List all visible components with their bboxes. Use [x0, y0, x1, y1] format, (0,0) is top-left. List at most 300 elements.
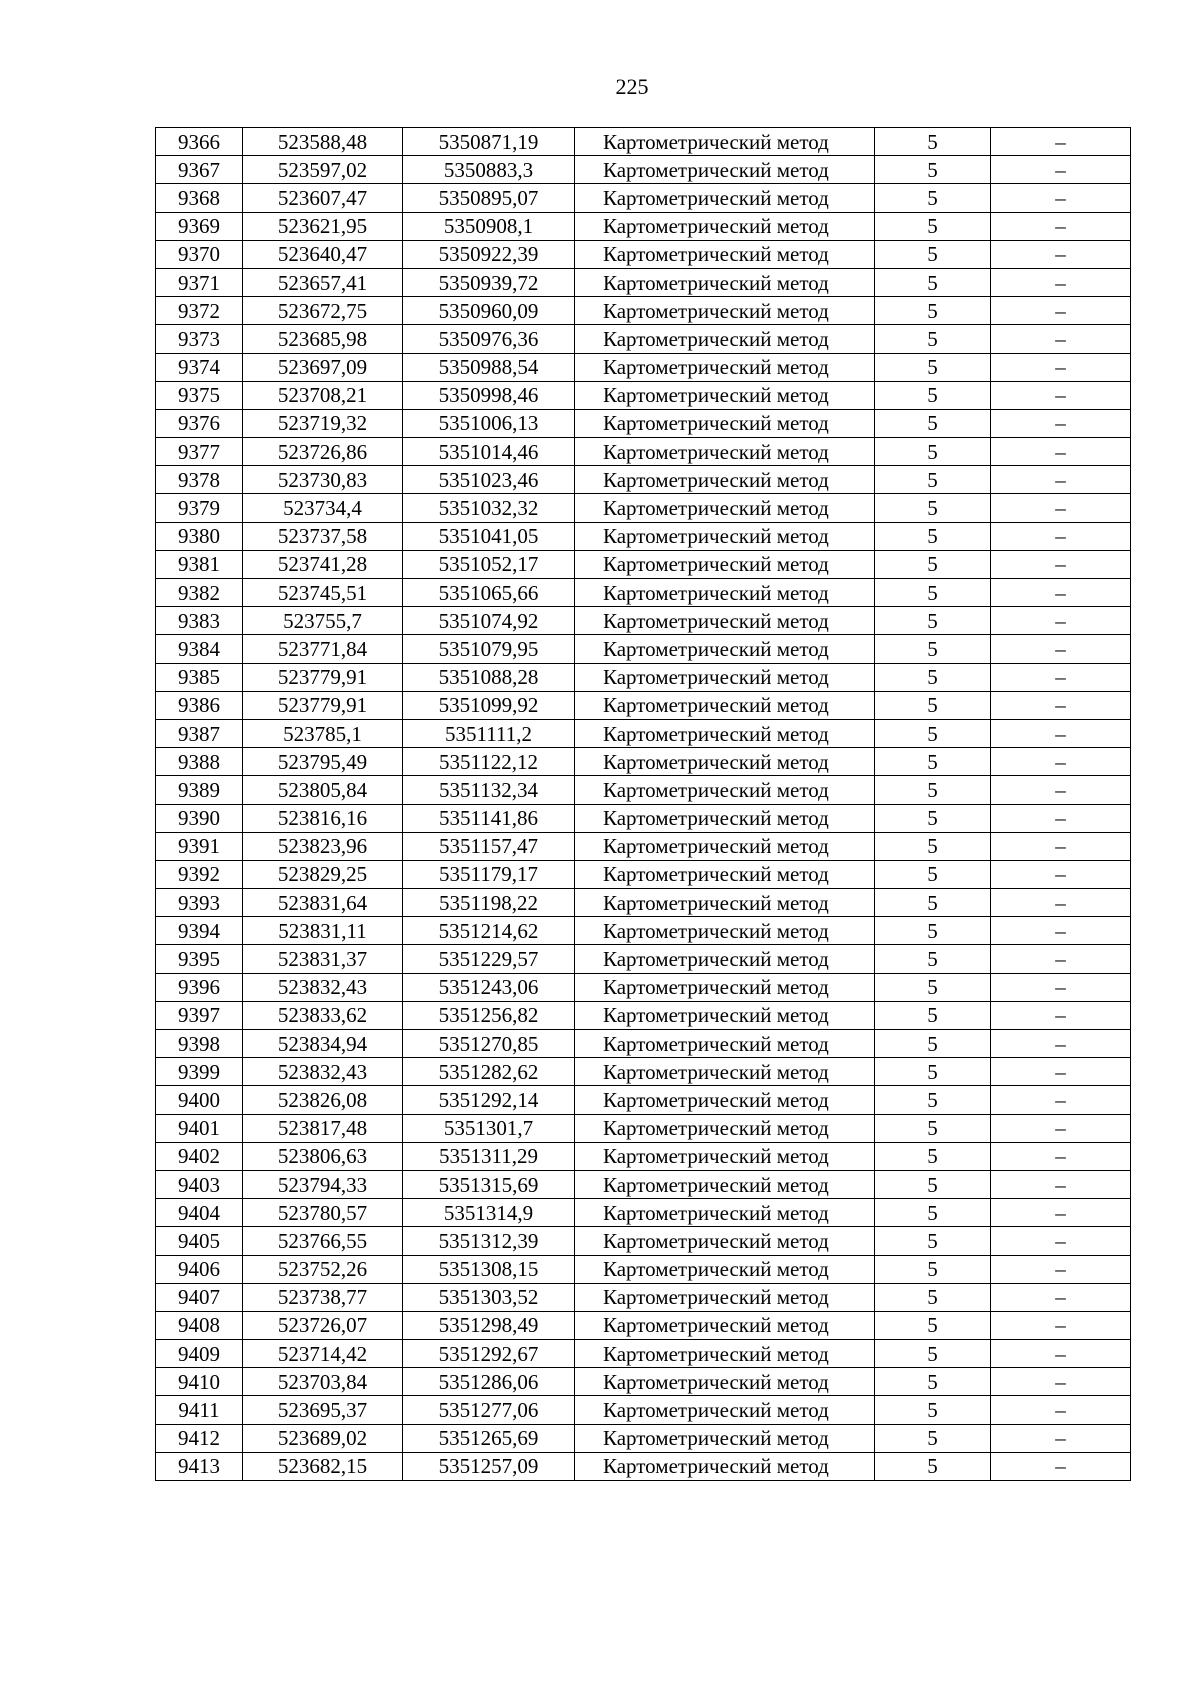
table-row — [156, 635, 1131, 663]
accuracy-cell: 5 — [875, 635, 991, 663]
description-cell: – — [991, 1058, 1131, 1086]
description-cell: – — [991, 268, 1131, 296]
point-number-cell: 9396 — [156, 973, 243, 1001]
point-number-cell: 9410 — [156, 1368, 243, 1396]
method-cell: Картометрический метод — [575, 973, 875, 1001]
method-cell: Картометрический метод — [575, 1199, 875, 1227]
description-cell: – — [991, 804, 1131, 832]
table-row — [156, 579, 1131, 607]
method-cell: Картометрический метод — [575, 494, 875, 522]
accuracy-cell: 5 — [875, 719, 991, 747]
y-coordinate-cell: 5351141,86 — [403, 804, 575, 832]
method-cell: Картометрический метод — [575, 635, 875, 663]
x-coordinate-cell: 523834,94 — [243, 1030, 403, 1058]
table-row — [156, 1368, 1131, 1396]
y-coordinate-cell: 5351006,13 — [403, 409, 575, 437]
description-cell: – — [991, 973, 1131, 1001]
table-row — [156, 804, 1131, 832]
description-cell: – — [991, 1340, 1131, 1368]
table-row — [156, 325, 1131, 353]
y-coordinate-cell: 5351214,62 — [403, 917, 575, 945]
accuracy-cell: 5 — [875, 1030, 991, 1058]
description-cell: – — [991, 748, 1131, 776]
accuracy-cell: 5 — [875, 1452, 991, 1480]
description-cell: – — [991, 325, 1131, 353]
point-number-cell: 9379 — [156, 494, 243, 522]
x-coordinate-cell: 523588,48 — [243, 128, 403, 156]
description-cell: – — [991, 1396, 1131, 1424]
method-cell: Картометрический метод — [575, 1227, 875, 1255]
table-row — [156, 1142, 1131, 1170]
x-coordinate-cell: 523730,83 — [243, 466, 403, 494]
point-number-cell: 9391 — [156, 832, 243, 860]
point-number-cell: 9382 — [156, 579, 243, 607]
point-number-cell: 9399 — [156, 1058, 243, 1086]
accuracy-cell: 5 — [875, 128, 991, 156]
y-coordinate-cell: 5350976,36 — [403, 325, 575, 353]
method-cell: Картометрический метод — [575, 212, 875, 240]
page-number: 225 — [615, 74, 649, 99]
description-cell: – — [991, 1368, 1131, 1396]
y-coordinate-cell: 5351179,17 — [403, 860, 575, 888]
accuracy-cell: 5 — [875, 268, 991, 296]
y-coordinate-cell: 5351286,06 — [403, 1368, 575, 1396]
point-number-cell: 9412 — [156, 1424, 243, 1452]
accuracy-cell: 5 — [875, 579, 991, 607]
point-number-cell: 9402 — [156, 1142, 243, 1170]
method-cell: Картометрический метод — [575, 1170, 875, 1198]
point-number-cell: 9369 — [156, 212, 243, 240]
x-coordinate-cell: 523785,1 — [243, 719, 403, 747]
y-coordinate-cell: 5351308,15 — [403, 1255, 575, 1283]
point-number-cell: 9374 — [156, 353, 243, 381]
x-coordinate-cell: 523795,49 — [243, 748, 403, 776]
description-cell: – — [991, 297, 1131, 325]
point-number-cell: 9409 — [156, 1340, 243, 1368]
table-row — [156, 1114, 1131, 1142]
point-number-cell: 9389 — [156, 776, 243, 804]
table-row — [156, 719, 1131, 747]
point-number-cell: 9377 — [156, 438, 243, 466]
y-coordinate-cell: 5351023,46 — [403, 466, 575, 494]
y-coordinate-cell: 5350939,72 — [403, 268, 575, 296]
y-coordinate-cell: 5351198,22 — [403, 889, 575, 917]
accuracy-cell: 5 — [875, 1396, 991, 1424]
description-cell: – — [991, 550, 1131, 578]
accuracy-cell: 5 — [875, 663, 991, 691]
y-coordinate-cell: 5351079,95 — [403, 635, 575, 663]
x-coordinate-cell: 523823,96 — [243, 832, 403, 860]
x-coordinate-cell: 523780,57 — [243, 1199, 403, 1227]
x-coordinate-cell: 523794,33 — [243, 1170, 403, 1198]
method-cell: Картометрический метод — [575, 297, 875, 325]
y-coordinate-cell: 5350883,3 — [403, 156, 575, 184]
description-cell: – — [991, 917, 1131, 945]
method-cell: Картометрический метод — [575, 832, 875, 860]
y-coordinate-cell: 5351111,2 — [403, 719, 575, 747]
x-coordinate-cell: 523771,84 — [243, 635, 403, 663]
accuracy-cell: 5 — [875, 917, 991, 945]
table-row — [156, 832, 1131, 860]
x-coordinate-cell: 523640,47 — [243, 240, 403, 268]
description-cell: – — [991, 409, 1131, 437]
y-coordinate-cell: 5351099,92 — [403, 691, 575, 719]
accuracy-cell: 5 — [875, 550, 991, 578]
description-cell: – — [991, 212, 1131, 240]
table-row — [156, 297, 1131, 325]
method-cell: Картометрический метод — [575, 889, 875, 917]
description-cell: – — [991, 156, 1131, 184]
table-row — [156, 240, 1131, 268]
description-cell: – — [991, 381, 1131, 409]
description-cell: – — [991, 889, 1131, 917]
method-cell: Картометрический метод — [575, 1058, 875, 1086]
point-number-cell: 9386 — [156, 691, 243, 719]
x-coordinate-cell: 523738,77 — [243, 1283, 403, 1311]
method-cell: Картометрический метод — [575, 1311, 875, 1339]
accuracy-cell: 5 — [875, 804, 991, 832]
accuracy-cell: 5 — [875, 1283, 991, 1311]
x-coordinate-cell: 523779,91 — [243, 663, 403, 691]
x-coordinate-cell: 523737,58 — [243, 522, 403, 550]
y-coordinate-cell: 5351257,09 — [403, 1452, 575, 1480]
accuracy-cell: 5 — [875, 1142, 991, 1170]
description-cell: – — [991, 832, 1131, 860]
y-coordinate-cell: 5351314,9 — [403, 1199, 575, 1227]
table-row — [156, 184, 1131, 212]
x-coordinate-cell: 523682,15 — [243, 1452, 403, 1480]
table-row — [156, 268, 1131, 296]
table-row — [156, 353, 1131, 381]
description-cell: – — [991, 128, 1131, 156]
x-coordinate-cell: 523685,98 — [243, 325, 403, 353]
y-coordinate-cell: 5351298,49 — [403, 1311, 575, 1339]
accuracy-cell: 5 — [875, 1086, 991, 1114]
table-row — [156, 128, 1131, 156]
y-coordinate-cell: 5351014,46 — [403, 438, 575, 466]
method-cell: Картометрический метод — [575, 804, 875, 832]
table-row — [156, 917, 1131, 945]
x-coordinate-cell: 523621,95 — [243, 212, 403, 240]
y-coordinate-cell: 5351301,7 — [403, 1114, 575, 1142]
y-coordinate-cell: 5350998,46 — [403, 381, 575, 409]
method-cell: Картометрический метод — [575, 1255, 875, 1283]
table-row — [156, 381, 1131, 409]
description-cell: – — [991, 184, 1131, 212]
y-coordinate-cell: 5351282,62 — [403, 1058, 575, 1086]
accuracy-cell: 5 — [875, 1114, 991, 1142]
table-row — [156, 1199, 1131, 1227]
x-coordinate-cell: 523816,16 — [243, 804, 403, 832]
method-cell: Картометрический метод — [575, 353, 875, 381]
table-row — [156, 889, 1131, 917]
method-cell: Картометрический метод — [575, 1086, 875, 1114]
table-row — [156, 156, 1131, 184]
table-row — [156, 1255, 1131, 1283]
accuracy-cell: 5 — [875, 1311, 991, 1339]
table-row — [156, 212, 1131, 240]
coordinates-table — [155, 127, 1131, 1481]
x-coordinate-cell: 523657,41 — [243, 268, 403, 296]
y-coordinate-cell: 5351032,32 — [403, 494, 575, 522]
method-cell: Картометрический метод — [575, 128, 875, 156]
method-cell: Картометрический метод — [575, 184, 875, 212]
point-number-cell: 9397 — [156, 1001, 243, 1029]
x-coordinate-cell: 523806,63 — [243, 1142, 403, 1170]
accuracy-cell: 5 — [875, 494, 991, 522]
y-coordinate-cell: 5351303,52 — [403, 1283, 575, 1311]
method-cell: Картометрический метод — [575, 550, 875, 578]
accuracy-cell: 5 — [875, 860, 991, 888]
method-cell: Картометрический метод — [575, 691, 875, 719]
accuracy-cell: 5 — [875, 297, 991, 325]
point-number-cell: 9394 — [156, 917, 243, 945]
y-coordinate-cell: 5350922,39 — [403, 240, 575, 268]
table-row — [156, 1424, 1131, 1452]
point-number-cell: 9375 — [156, 381, 243, 409]
description-cell: – — [991, 860, 1131, 888]
x-coordinate-cell: 523831,64 — [243, 889, 403, 917]
description-cell: – — [991, 1255, 1131, 1283]
point-number-cell: 9380 — [156, 522, 243, 550]
accuracy-cell: 5 — [875, 889, 991, 917]
point-number-cell: 9405 — [156, 1227, 243, 1255]
point-number-cell: 9403 — [156, 1170, 243, 1198]
description-cell: – — [991, 663, 1131, 691]
x-coordinate-cell: 523752,26 — [243, 1255, 403, 1283]
method-cell: Картометрический метод — [575, 1340, 875, 1368]
description-cell: – — [991, 1030, 1131, 1058]
method-cell: Картометрический метод — [575, 917, 875, 945]
accuracy-cell: 5 — [875, 409, 991, 437]
x-coordinate-cell: 523734,4 — [243, 494, 403, 522]
point-number-cell: 9385 — [156, 663, 243, 691]
coordinates-table-body — [156, 128, 1131, 1481]
y-coordinate-cell: 5351312,39 — [403, 1227, 575, 1255]
table-row — [156, 1283, 1131, 1311]
point-number-cell: 9367 — [156, 156, 243, 184]
point-number-cell: 9366 — [156, 128, 243, 156]
point-number-cell: 9376 — [156, 409, 243, 437]
table-row — [156, 1311, 1131, 1339]
description-cell: – — [991, 719, 1131, 747]
method-cell: Картометрический метод — [575, 860, 875, 888]
x-coordinate-cell: 523832,43 — [243, 973, 403, 1001]
method-cell: Картометрический метод — [575, 1114, 875, 1142]
point-number-cell: 9384 — [156, 635, 243, 663]
accuracy-cell: 5 — [875, 240, 991, 268]
y-coordinate-cell: 5351315,69 — [403, 1170, 575, 1198]
point-number-cell: 9368 — [156, 184, 243, 212]
description-cell: – — [991, 1114, 1131, 1142]
description-cell: – — [991, 1199, 1131, 1227]
y-coordinate-cell: 5351065,66 — [403, 579, 575, 607]
table-row — [156, 1001, 1131, 1029]
description-cell: – — [991, 945, 1131, 973]
method-cell: Картометрический метод — [575, 522, 875, 550]
table-row — [156, 1030, 1131, 1058]
method-cell: Картометрический метод — [575, 325, 875, 353]
x-coordinate-cell: 523672,75 — [243, 297, 403, 325]
accuracy-cell: 5 — [875, 212, 991, 240]
point-number-cell: 9398 — [156, 1030, 243, 1058]
table-row — [156, 973, 1131, 1001]
point-number-cell: 9373 — [156, 325, 243, 353]
y-coordinate-cell: 5351311,29 — [403, 1142, 575, 1170]
accuracy-cell: 5 — [875, 522, 991, 550]
y-coordinate-cell: 5351243,06 — [403, 973, 575, 1001]
accuracy-cell: 5 — [875, 607, 991, 635]
point-number-cell: 9395 — [156, 945, 243, 973]
table-row — [156, 1227, 1131, 1255]
y-coordinate-cell: 5351277,06 — [403, 1396, 575, 1424]
table-row — [156, 945, 1131, 973]
description-cell: – — [991, 691, 1131, 719]
accuracy-cell: 5 — [875, 1368, 991, 1396]
point-number-cell: 9383 — [156, 607, 243, 635]
point-number-cell: 9390 — [156, 804, 243, 832]
description-cell: – — [991, 1311, 1131, 1339]
y-coordinate-cell: 5350908,1 — [403, 212, 575, 240]
description-cell: – — [991, 1283, 1131, 1311]
point-number-cell: 9372 — [156, 297, 243, 325]
x-coordinate-cell: 523745,51 — [243, 579, 403, 607]
accuracy-cell: 5 — [875, 1001, 991, 1029]
x-coordinate-cell: 523829,25 — [243, 860, 403, 888]
table-row — [156, 607, 1131, 635]
table-row — [156, 691, 1131, 719]
description-cell: – — [991, 240, 1131, 268]
x-coordinate-cell: 523689,02 — [243, 1424, 403, 1452]
point-number-cell: 9370 — [156, 240, 243, 268]
description-cell: – — [991, 579, 1131, 607]
y-coordinate-cell: 5351157,47 — [403, 832, 575, 860]
accuracy-cell: 5 — [875, 353, 991, 381]
y-coordinate-cell: 5350871,19 — [403, 128, 575, 156]
x-coordinate-cell: 523741,28 — [243, 550, 403, 578]
table-row — [156, 494, 1131, 522]
accuracy-cell: 5 — [875, 1340, 991, 1368]
method-cell: Картометрический метод — [575, 156, 875, 184]
x-coordinate-cell: 523719,32 — [243, 409, 403, 437]
x-coordinate-cell: 523826,08 — [243, 1086, 403, 1114]
method-cell: Картометрический метод — [575, 719, 875, 747]
x-coordinate-cell: 523832,43 — [243, 1058, 403, 1086]
method-cell: Картометрический метод — [575, 466, 875, 494]
point-number-cell: 9400 — [156, 1086, 243, 1114]
y-coordinate-cell: 5351041,05 — [403, 522, 575, 550]
method-cell: Картометрический метод — [575, 776, 875, 804]
table-row — [156, 1058, 1131, 1086]
y-coordinate-cell: 5350988,54 — [403, 353, 575, 381]
method-cell: Картометрический метод — [575, 1142, 875, 1170]
point-number-cell: 9388 — [156, 748, 243, 776]
accuracy-cell: 5 — [875, 691, 991, 719]
x-coordinate-cell: 523755,7 — [243, 607, 403, 635]
table-row — [156, 748, 1131, 776]
point-number-cell: 9381 — [156, 550, 243, 578]
point-number-cell: 9407 — [156, 1283, 243, 1311]
description-cell: – — [991, 635, 1131, 663]
y-coordinate-cell: 5351229,57 — [403, 945, 575, 973]
description-cell: – — [991, 1424, 1131, 1452]
table-row — [156, 1340, 1131, 1368]
method-cell: Картометрический метод — [575, 579, 875, 607]
x-coordinate-cell: 523697,09 — [243, 353, 403, 381]
table-row — [156, 663, 1131, 691]
description-cell: – — [991, 607, 1131, 635]
y-coordinate-cell: 5351256,82 — [403, 1001, 575, 1029]
x-coordinate-cell: 523695,37 — [243, 1396, 403, 1424]
accuracy-cell: 5 — [875, 184, 991, 212]
accuracy-cell: 5 — [875, 156, 991, 184]
table-row — [156, 1452, 1131, 1480]
method-cell: Картометрический метод — [575, 607, 875, 635]
accuracy-cell: 5 — [875, 776, 991, 804]
method-cell: Картометрический метод — [575, 1368, 875, 1396]
method-cell: Картометрический метод — [575, 1452, 875, 1480]
method-cell: Картометрический метод — [575, 748, 875, 776]
point-number-cell: 9411 — [156, 1396, 243, 1424]
description-cell: – — [991, 494, 1131, 522]
table-row — [156, 860, 1131, 888]
description-cell: – — [991, 1086, 1131, 1114]
description-cell: – — [991, 438, 1131, 466]
accuracy-cell: 5 — [875, 1424, 991, 1452]
x-coordinate-cell: 523833,62 — [243, 1001, 403, 1029]
x-coordinate-cell: 523831,37 — [243, 945, 403, 973]
method-cell: Картометрический метод — [575, 1424, 875, 1452]
accuracy-cell: 5 — [875, 748, 991, 776]
y-coordinate-cell: 5351292,14 — [403, 1086, 575, 1114]
accuracy-cell: 5 — [875, 1255, 991, 1283]
point-number-cell: 9378 — [156, 466, 243, 494]
method-cell: Картометрический метод — [575, 1030, 875, 1058]
table-row — [156, 1396, 1131, 1424]
table-row — [156, 409, 1131, 437]
x-coordinate-cell: 523726,07 — [243, 1311, 403, 1339]
accuracy-cell: 5 — [875, 832, 991, 860]
point-number-cell: 9408 — [156, 1311, 243, 1339]
table-row — [156, 776, 1131, 804]
x-coordinate-cell: 523779,91 — [243, 691, 403, 719]
method-cell: Картометрический метод — [575, 663, 875, 691]
y-coordinate-cell: 5351074,92 — [403, 607, 575, 635]
y-coordinate-cell: 5351088,28 — [403, 663, 575, 691]
y-coordinate-cell: 5350960,09 — [403, 297, 575, 325]
x-coordinate-cell: 523831,11 — [243, 917, 403, 945]
x-coordinate-cell: 523766,55 — [243, 1227, 403, 1255]
point-number-cell: 9387 — [156, 719, 243, 747]
point-number-cell: 9404 — [156, 1199, 243, 1227]
x-coordinate-cell: 523817,48 — [243, 1114, 403, 1142]
table-row — [156, 438, 1131, 466]
y-coordinate-cell: 5351132,34 — [403, 776, 575, 804]
y-coordinate-cell: 5351270,85 — [403, 1030, 575, 1058]
method-cell: Картометрический метод — [575, 1001, 875, 1029]
point-number-cell: 9401 — [156, 1114, 243, 1142]
description-cell: – — [991, 1001, 1131, 1029]
y-coordinate-cell: 5351052,17 — [403, 550, 575, 578]
x-coordinate-cell: 523597,02 — [243, 156, 403, 184]
description-cell: – — [991, 466, 1131, 494]
accuracy-cell: 5 — [875, 381, 991, 409]
y-coordinate-cell: 5351122,12 — [403, 748, 575, 776]
method-cell: Картометрический метод — [575, 1396, 875, 1424]
y-coordinate-cell: 5350895,07 — [403, 184, 575, 212]
description-cell: – — [991, 1142, 1131, 1170]
x-coordinate-cell: 523708,21 — [243, 381, 403, 409]
